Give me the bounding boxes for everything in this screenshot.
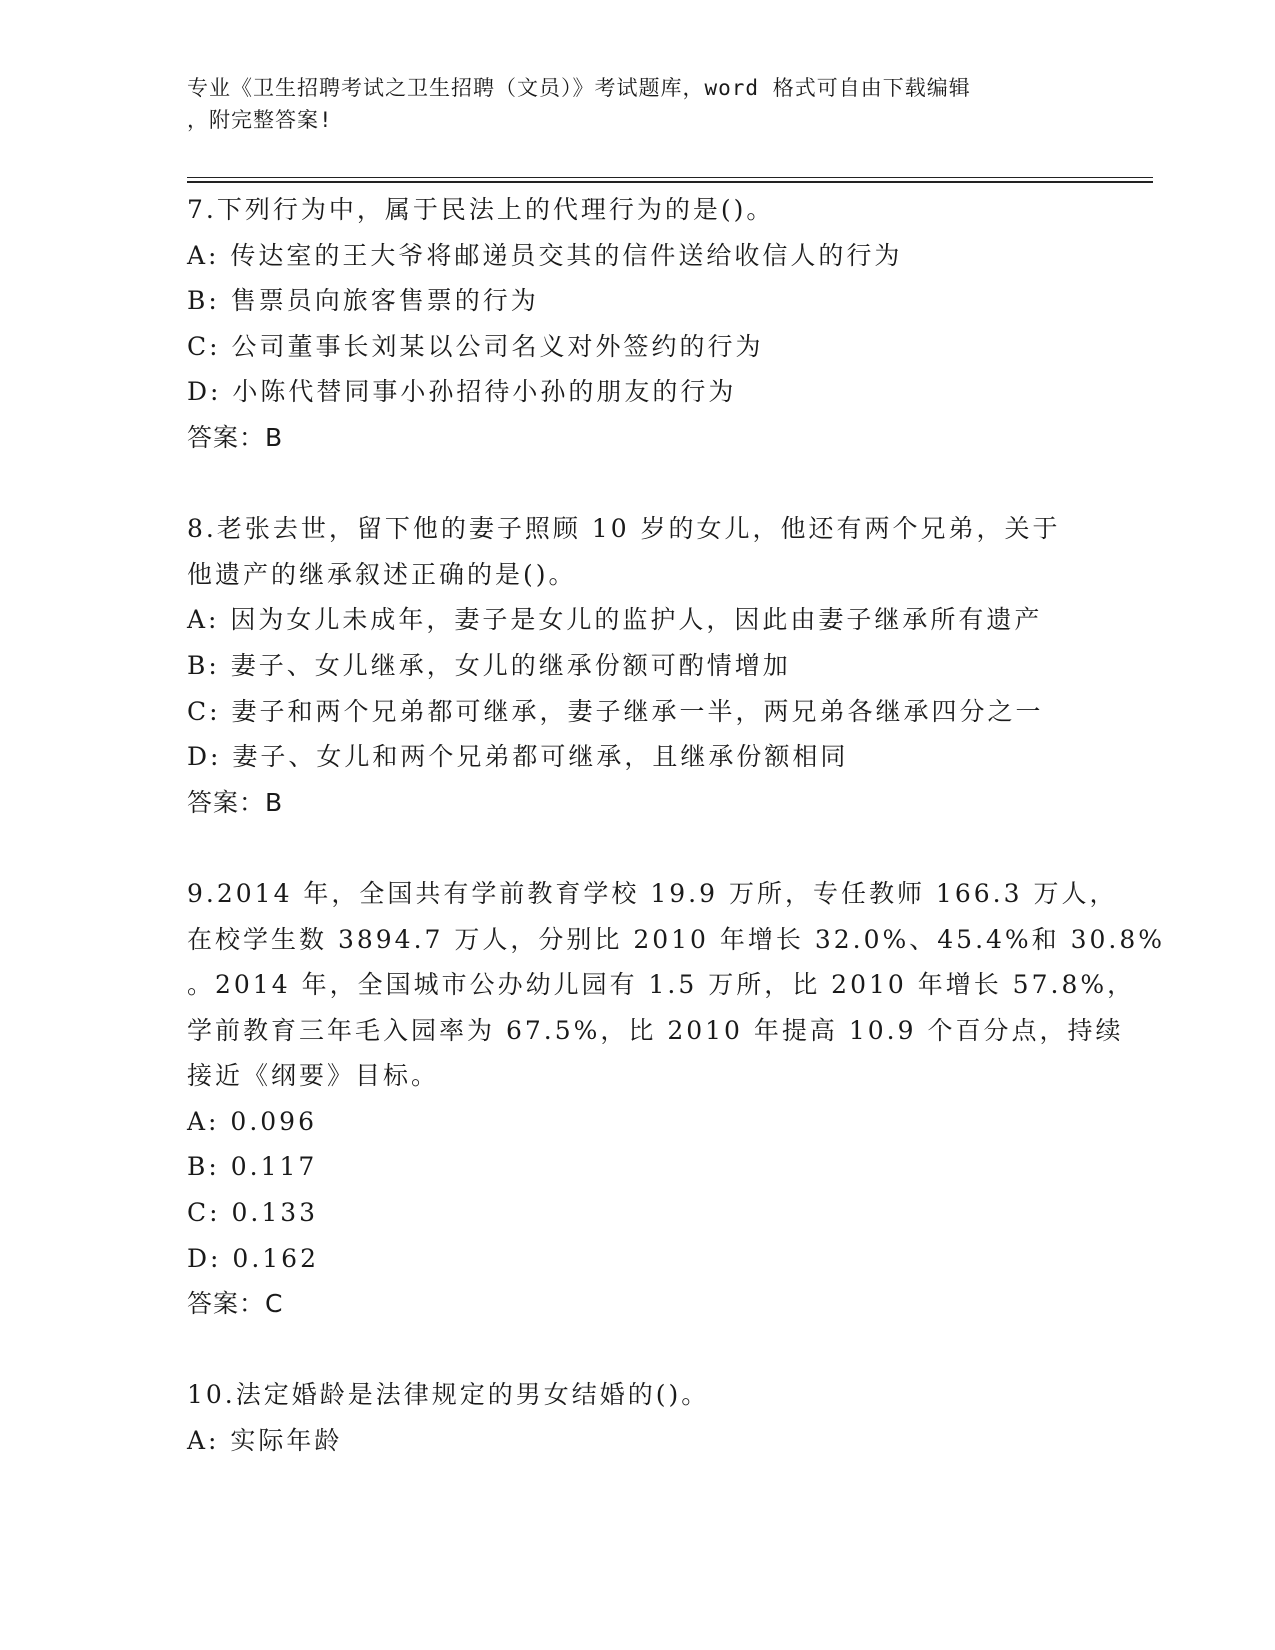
option-a: A: 传达室的王大爷将邮递员交其的信件送给收信人的行为 — [187, 240, 903, 270]
question-stem: 8.老张去世，留下他的妻子照顾 10 岁的女儿，他还有两个兄弟，关于 — [187, 514, 1061, 544]
option-c: C: 公司董事长刘某以公司名义对外签约的行为 — [187, 331, 764, 361]
spacer — [187, 1327, 1087, 1373]
option-d: D: 0.162 — [187, 1243, 319, 1273]
question-stem: 7.下列行为中，属于民法上的代理行为的是()。 — [187, 195, 775, 224]
answer: 答案：B — [187, 787, 284, 817]
option-a: A: 因为女儿未成年，妻子是女儿的监护人，因此由妻子继承所有遗产 — [187, 605, 1043, 635]
answer: 答案：C — [187, 1289, 284, 1319]
question-stem: 在校学生数 3894.7 万人，分别比 2010 年增长 32.0%、45.4%和 30.8% — [187, 924, 1166, 954]
question-stem: 10.法定婚龄是法律规定的男女结婚的()。 — [187, 1380, 710, 1410]
option-c: C: 0.133 — [187, 1198, 319, 1228]
option-c: C: 妻子和两个兄弟都可继承，妻子继承一半，两兄弟各继承四分之一 — [187, 696, 1044, 726]
option-a: A: 实际年龄 — [187, 1426, 343, 1456]
header-line-2: ，附完整答案! — [187, 108, 333, 132]
question-10 — [187, 1372, 1087, 1463]
question-7 — [187, 187, 1087, 461]
question-9 — [187, 871, 1166, 1327]
option-d: D: 妻子、女儿和两个兄弟都可继承，且继承份额相同 — [187, 742, 849, 772]
header-divider-thin — [187, 177, 1153, 178]
question-stem: 学前教育三年毛入园率为 67.5%，比 2010 年提高 10.9 个百分点，持续 — [187, 1015, 1124, 1045]
spacer — [187, 825, 1087, 871]
option-a: A: 0.096 — [187, 1106, 317, 1136]
question-stem: 他遗产的继承叙述正确的是()。 — [187, 559, 577, 589]
option-b: B: 售票员向旅客售票的行为 — [187, 286, 539, 316]
option-b: B: 0.117 — [187, 1152, 318, 1182]
header-divider-thick — [187, 181, 1153, 183]
question-8 — [187, 506, 1087, 825]
header-line-1: 专业《卫生招聘考试之卫生招聘（文员）》考试题库，word 格式可自由下载编辑 — [187, 76, 971, 100]
question-stem: 9.2014 年，全国共有学前教育学校 19.9 万所，专任教师 166.3 万人， — [187, 878, 1118, 908]
option-b: B: 妻子、女儿继承，女儿的继承份额可酌情增加 — [187, 650, 791, 680]
spacer — [187, 461, 1087, 507]
question-stem: 。2014 年，全国城市公办幼儿园有 1.5 万所，比 2010 年增长 57.8%， — [187, 970, 1136, 1000]
question-stem: 接近《纲要》目标。 — [187, 1061, 440, 1091]
option-d: D: 小陈代替同事小孙招待小孙的朋友的行为 — [187, 377, 737, 407]
question-list — [187, 187, 1166, 1464]
answer: 答案：B — [187, 422, 284, 452]
document-header — [187, 72, 1067, 136]
